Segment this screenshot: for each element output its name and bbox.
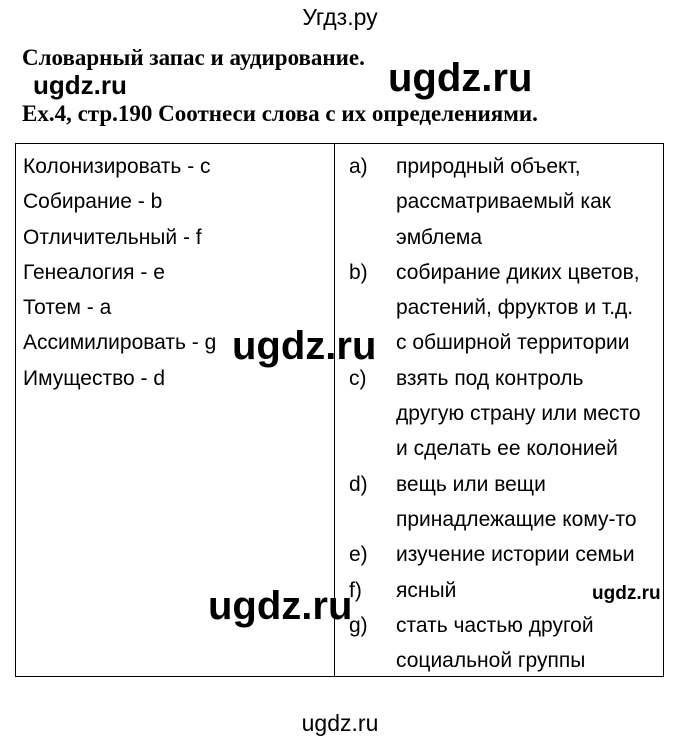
exercise-heading: Ex.4, стр.190 Соотнеси слова с их определениями. — [22, 101, 538, 126]
watermark: ugdz.ru — [592, 583, 661, 604]
definition-g — [349, 608, 661, 679]
definition-line: и сделать ее колонией — [396, 437, 618, 461]
definition-line: рассматриваемый как — [396, 190, 611, 214]
definition-letter: d) — [349, 472, 368, 496]
word-item: Отличительный - f — [23, 225, 202, 249]
site-header: Угдз.ру — [302, 4, 378, 30]
definition-line: изучение истории семьи — [396, 543, 635, 567]
definition-line: природный объект, — [396, 155, 581, 178]
watermark: ugdz.ru — [232, 324, 377, 368]
word-item: Генеалогия - e — [23, 260, 165, 284]
definition-letter: b) — [349, 260, 368, 284]
definition-a — [349, 149, 661, 255]
definition-e — [349, 537, 661, 572]
definition-b — [349, 255, 661, 361]
section-heading: Словарный запас и аудирование. — [22, 45, 365, 70]
watermark: ugdz.ru — [388, 56, 533, 100]
definition-line: стать частью другой — [396, 613, 594, 637]
definition-line: взять под контроль — [396, 366, 584, 390]
definition-letter: c) — [349, 366, 367, 390]
definition-line: вещь или вещи — [396, 472, 546, 496]
word-item: Тотем - a — [23, 296, 112, 320]
definition-d — [349, 467, 661, 538]
definition-line: эмблема — [396, 225, 483, 249]
definition-line: собирание диких цветов, — [396, 260, 640, 284]
watermark: ugdz.ru — [33, 70, 127, 100]
definition-line: социальной группы — [396, 649, 586, 673]
word-item: Ассимилировать - g — [23, 331, 217, 355]
definition-c — [349, 361, 661, 467]
definition-line: ясный — [396, 578, 457, 602]
definition-letter: e) — [349, 543, 368, 567]
definition-line: с обширной территории — [396, 331, 630, 355]
definition-letter: g) — [349, 613, 368, 637]
word-item: Имущество - d — [23, 366, 166, 390]
definition-line: принадлежащие кому-то — [396, 507, 637, 531]
definition-letter: a) — [349, 155, 368, 178]
watermark: ugdz.ru — [208, 584, 353, 628]
word-item: Собирание - b — [23, 190, 163, 214]
definition-letter: f) — [349, 578, 362, 602]
definition-line: растений, фруктов и т.д. — [396, 296, 634, 320]
site-footer: ugdz.ru — [301, 710, 379, 736]
definition-line: другую страну или место — [396, 402, 641, 426]
word-item: Колонизировать - c — [23, 155, 211, 178]
